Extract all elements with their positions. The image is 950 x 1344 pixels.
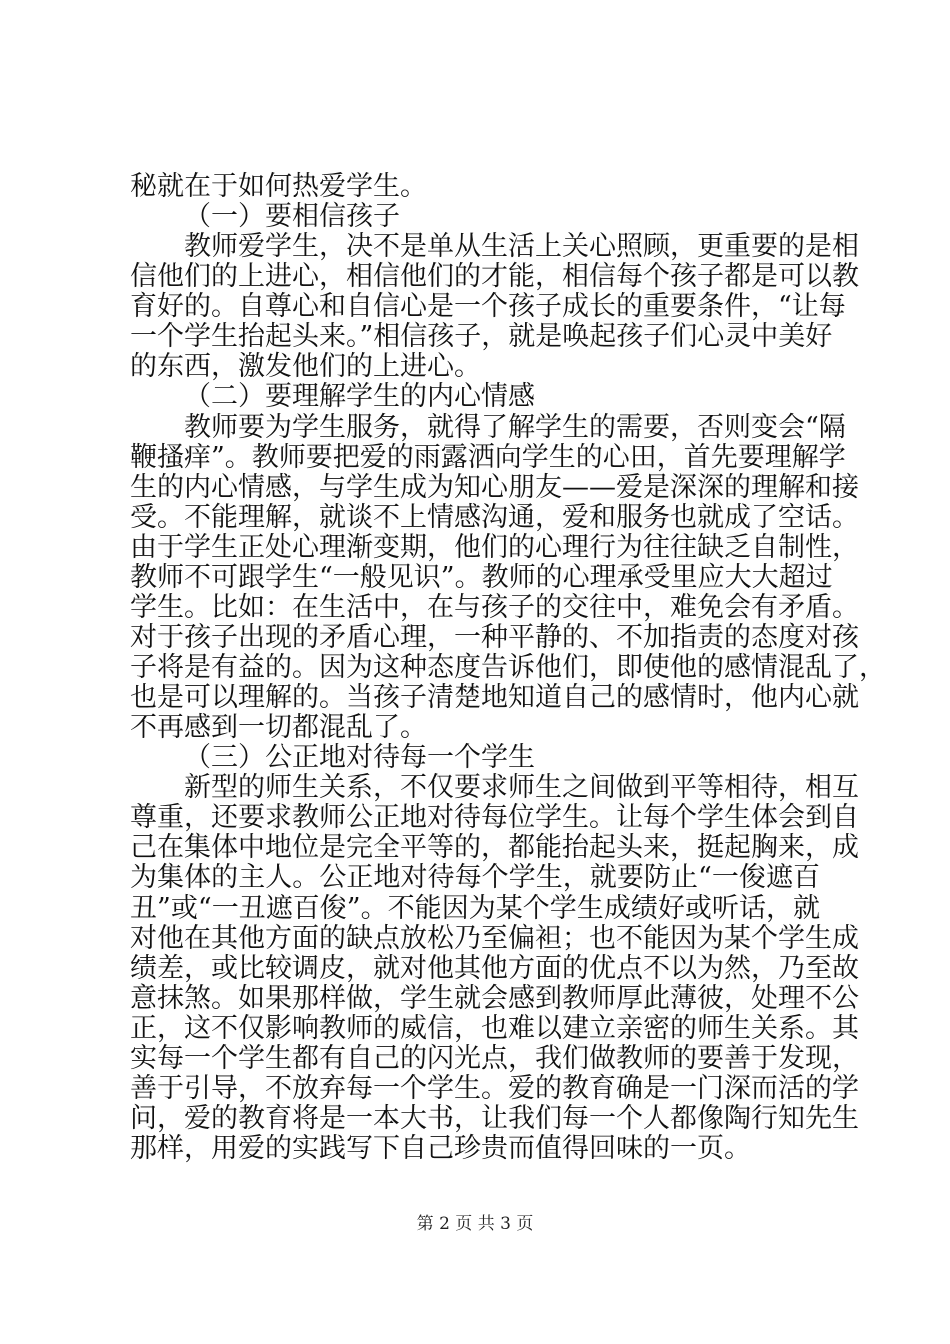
paragraph-line: 受。不能理解，就谈不上情感沟通，爱和服务也就成了空话。: [130, 501, 859, 533]
section-heading: （二）要理解学生的内心情感: [184, 381, 535, 413]
paragraph-line: 育好的。自尊心和自信心是一个孩子成长的重要条件，“让每: [130, 291, 846, 323]
paragraph-line: 善于引导，不放弃每一个学生。爱的教育确是一门深而活的学: [130, 1072, 859, 1104]
section-heading: （三）公正地对待每一个学生: [184, 742, 535, 774]
paragraph-line: 的东西，激发他们的上进心。: [130, 351, 481, 383]
paragraph-line: 子将是有益的。因为这种态度告诉他们，即使他的感情混乱了，: [130, 652, 886, 683]
paragraph-line: 实每一个学生都有自己的闪光点，我们做教师的要善于发现，: [130, 1042, 859, 1074]
page-number: 第 2 页 共 3 页: [416, 1214, 534, 1234]
paragraph-line: 由于学生正处心理渐变期，他们的心理行为往往缺乏自制性，: [130, 531, 859, 563]
paragraph-line: 学生。比如：在生活中，在与孩子的交往中，难免会有矛盾。: [130, 591, 859, 623]
paragraph-line: 为集体的主人。公正地对待每个学生，就要防止“一俊遮百: [130, 862, 820, 894]
paragraph-line: 那样，用爱的实践写下自己珍贵而值得回味的一页。: [130, 1133, 751, 1164]
paragraph-line: 己在集体中地位是完全平等的，都能抬起头来，挺起胸来，成: [130, 832, 859, 864]
paragraph-line: 信他们的上进心，相信他们的才能，相信每个孩子都是可以教: [130, 261, 859, 293]
paragraph-line: 意抹煞。如果那样做，学生就会感到教师厚此薄彼，处理不公: [130, 982, 859, 1014]
paragraph-line: 生的内心情感，与学生成为知心朋友——爱是深深的理解和接: [130, 471, 859, 503]
paragraph-line: 教师不可跟学生“一般见识”。教师的心理承受里应大大超过: [130, 561, 833, 593]
paragraph-line: 教师要为学生服务，就得了解学生的需要，否则变会“隔: [184, 411, 846, 443]
paragraph-line: 秘就在于如何热爱学生。: [130, 171, 427, 202]
paragraph-line: 问，爱的教育将是一本大书，让我们每一个人都像陶行知先生: [130, 1102, 859, 1134]
paragraph-line: 对他在其他方面的缺点放松乃至偏袒；也不能因为某个学生成: [130, 922, 859, 954]
paragraph-line: 绩差，或比较调皮，就对他其他方面的优点不以为然，乃至故: [130, 952, 859, 984]
paragraph-line: 丑”或“一丑遮百俊”。不能因为某个学生成绩好或听话，就: [130, 892, 820, 924]
paragraph-line: 一个学生抬起头来。”相信孩子，就是唤起孩子们心灵中美好: [130, 321, 833, 353]
paragraph-line: 新型的师生关系，不仅要求师生之间做到平等相待，相互: [184, 772, 859, 804]
paragraph-line: 教师爱学生，决不是单从生活上关心照顾，更重要的是相: [184, 231, 859, 263]
paragraph-line: 不再感到一切都混乱了。: [130, 712, 427, 744]
paragraph-line: 正，这不仅影响教师的威信，也难以建立亲密的师生关系。其: [130, 1012, 859, 1044]
section-heading: （一）要相信孩子: [184, 201, 400, 233]
paragraph-line: 对于孩子出现的矛盾心理，一种平静的、不加指责的态度对孩: [130, 621, 859, 653]
paragraph-line: 尊重，还要求教师公正地对待每位学生。让每个学生体会到自: [130, 802, 859, 834]
paragraph-line: 也是可以理解的。当孩子清楚地知道自己的感情时，他内心就: [130, 682, 859, 714]
paragraph-line: 鞭搔痒”。教师要把爱的雨露洒向学生的心田，首先要理解学: [130, 441, 846, 473]
